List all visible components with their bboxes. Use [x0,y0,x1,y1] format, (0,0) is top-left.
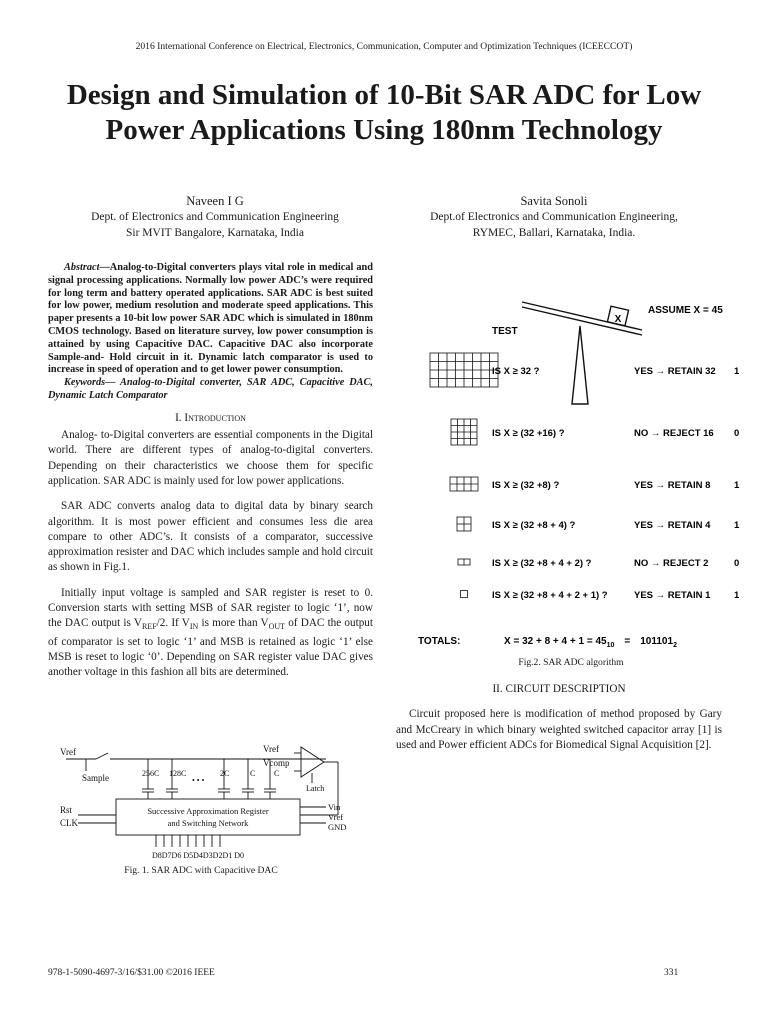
fig1-label-clk: CLK [60,818,78,828]
section-heading-introduction: I. Introduction [175,411,246,424]
fig1-label-gnd: GND [328,822,346,832]
author-block-2 [384,193,724,241]
fig2-x-box-label: X [614,314,622,325]
fig2-verdict: NO → REJECT 16 [634,428,714,439]
author-affiliation: RYMEC, Ballari, Karnataka, India. [472,227,636,239]
section-heading-circuit: II. CIRCUIT DESCRIPTION [492,683,626,695]
fig2-question: IS X ≥ (32 +16) ? [492,428,565,439]
fig2-question: IS X ≥ (32 +8 + 4) ? [492,520,576,531]
fig2-unit-grids [430,353,498,598]
keywords: Keywords— Analog-to-Digital converter, SAR ADC, Capacitive DAC, Dynamic Latch Comparator [48,377,373,401]
fig2-verdict: NO → REJECT 2 [634,558,709,569]
fig2-bit: 1 [734,480,740,491]
fig2-verdict: YES → RETAIN 1 [634,590,711,601]
fig1-label-vcomp: Vcomp [263,758,290,768]
page-number: 331 [664,968,679,978]
fig2-algorithm-diagram [396,278,746,658]
fig1-label-vref2: Vref [328,812,344,822]
fig1-label-c0: C [274,769,280,778]
body-paragraph: Initially input voltage is sampled and SAR register is reset to 0. Conversion starts with setting MSB of SAR register to logic ‘1’, now the DAC output is $V_{REF}/2$. If $V_{IN}$ is more than $V_{OUT}$ of DAC the output of comparator is set to logic ‘1’ and MSB is retained as logic ‘1’ else MSB is reset to logic ‘0’. Depending on SAR register value DAC gives another voltage in this fashion all bits are determined. [48,586,374,679]
body-paragraph: Circuit proposed here is modification of method proposed by Gary and McCreary in which binary weighted switched capacitor array [1] is used and Power efficient ADCs for Biomedical Signal Acquisition [2]. [396,708,722,751]
paper-title: Design and Simulation of 10-Bit SAR ADC for Low Power Applications Using 180nm Technology [66,79,702,146]
fig2-caption: Fig.2. SAR ADC algorithm [518,657,624,668]
fig1-label-rst: Rst [60,805,73,815]
fig1-sar-title-1: Successive Approximation Register [147,806,269,816]
fig1-label-vref-in: Vref [60,747,76,757]
fig1-label-latch: Latch [306,784,325,793]
fig2-bit: 1 [734,590,740,601]
body-paragraph: Analog- to-Digital converters are essential components in the Digital world. There are different types of analog-to-digital converters. Depending on their characteristics we choose them for specific application. SAR ADC is mainly used for low power applications. [48,429,373,487]
fig2-question: IS X ≥ (32 +8 + 4 + 2) ? [492,558,592,569]
fig1-label-128c: 128C [169,769,187,778]
abstract-text: —Analog-to-Digital converters plays vital role in medical and signal processing applications. Normally low power ADC’s were required for long term and battery operated applications. SAR ADC is best suited for low power, medium resolution and moderate speed applications. This paper presents a 10-bit low power SAR ADC which is simulated in 180nm CMOS technology. Based on literature survey, low power consumption is attained by using Capacitive DAC. Capacitive DAC also incorporate Sample-and- Hold circuit in it. Dynamic latch comparator is used to increase in speed of operation and to get lower power consumption. [48,262,373,376]
fig1-label-2c: 2C [220,769,230,778]
fig2-bit: 0 [734,558,740,569]
left-column [48,262,373,691]
fig2-bit: 1 [734,366,740,377]
fig1-sar-title-2: and Switching Network [167,818,249,828]
fig2-totals-label: TOTALS: [418,636,461,647]
fig1-output-bits: D8D7D6 D5D4D3D2D1 D0 [152,851,244,860]
author-dept: Dept. of Electronics and Communication Engineering [91,211,339,223]
conference-header: 2016 International Conference on Electrical, Electronics, Communication, Computer and Optimization Techniques (ICEECCOT) [135,41,633,52]
fig2-question: IS X ≥ 32 ? [492,366,540,377]
body-paragraph: SAR ADC converts analog data to digital data by binary search algorithm. It is most power efficient and consumes less die area compare to other ADC’s. It consists of a comparator, successive approximation resister and DAC which includes sample and hold circuit as shown in Fig.1. [48,500,373,574]
fig2-totals-expr: $X = 32 + 8 + 4 + 1 = 45_{10} = 101101_2$ [504,636,677,649]
fig1-label-c: C [250,769,256,778]
fig1-caption: Fig. 1. SAR ADC with Capacitive DAC [124,865,278,876]
fig2-verdict: YES → RETAIN 32 [634,366,716,377]
author-name: Savita Sonoli [520,194,588,208]
author-block-1 [40,193,390,241]
fig2-question: IS X ≥ (32 +8) ? [492,480,560,491]
fig2-test-label: TEST [492,326,518,337]
fig1-label-256c: 256C [142,769,160,778]
fig2-verdict: YES → RETAIN 8 [634,480,711,491]
fig1-label-sample: Sample [82,773,109,783]
fig1-circuit-diagram [56,743,346,865]
balance-scale-icon [522,302,642,404]
author-name: Naveen I G [186,194,244,208]
fig2-bit: 1 [734,520,740,531]
abstract-label: Abstract [64,262,100,273]
fig2-question: IS X ≥ (32 +8 + 4 + 2 + 1) ? [492,590,608,601]
fig2-verdict: YES → RETAIN 4 [634,520,711,531]
fig2-bit: 0 [734,428,740,439]
fig2-grid-6 [461,591,468,598]
right-column [396,682,722,763]
footer-copyright: 978-1-5090-4697-3/16/$31.00 ©2016 IEEE [48,968,215,978]
author-affiliation: Sir MVIT Bangalore, Karnataka, India [126,227,304,239]
fig1-label-vref: Vref [263,744,279,754]
fig1-label-vin: Vin [328,802,341,812]
abstract [48,262,373,377]
fig2-assume-label: ASSUME X = 45 [648,305,723,316]
fig1-label-dots: • • • [192,776,205,785]
author-dept: Dept.of Electronics and Communication Engineering, [430,211,678,223]
